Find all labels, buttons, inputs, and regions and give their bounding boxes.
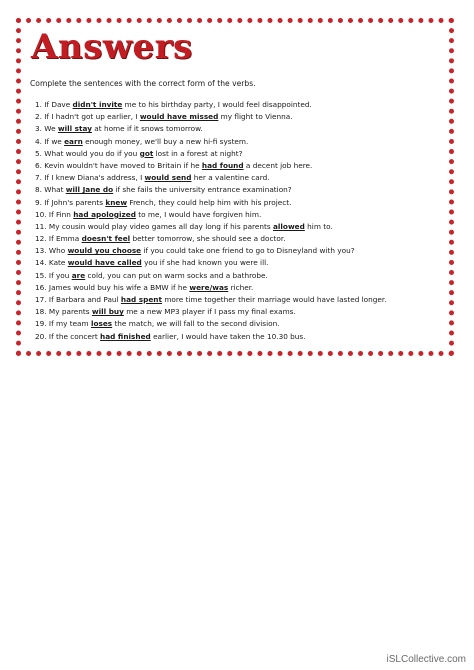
sentence-start: 6. Kevin wouldn't have moved to Britain if he bbox=[35, 160, 202, 170]
list-item bbox=[35, 245, 387, 257]
answer-text: will stay bbox=[57, 124, 92, 134]
list-item bbox=[35, 209, 387, 221]
sentence-end: to me, I would have forgiven him. bbox=[135, 209, 262, 219]
list-item bbox=[35, 160, 387, 172]
sentence-end: cold, you can put on warm socks and a bathrobe. bbox=[85, 270, 268, 280]
answer-text: will buy bbox=[91, 307, 124, 317]
answer-text: had apologized bbox=[73, 209, 136, 219]
sentence-start: 13. Who bbox=[35, 246, 68, 256]
sentence-end: earlier, I would have taken the 10.30 bus. bbox=[150, 331, 306, 341]
sentence-start: 3. We bbox=[35, 124, 58, 134]
sentence-start: 17. If Barbara and Paul bbox=[35, 295, 121, 304]
instructions-text: Complete the sentences with the correct form of the verbs. bbox=[30, 79, 256, 88]
list-item bbox=[35, 233, 387, 245]
sentence-end: at home if it snows tomorrow. bbox=[91, 124, 203, 134]
sentence-start: 4. If we bbox=[35, 136, 65, 146]
answer-text: allowed bbox=[273, 221, 305, 231]
answer-text: had found bbox=[201, 160, 244, 170]
list-item bbox=[35, 123, 387, 135]
answer-text: got bbox=[139, 148, 154, 158]
answer-text: are bbox=[71, 270, 86, 280]
answer-list bbox=[35, 99, 387, 343]
sentence-end: French, they could help him with his project. bbox=[127, 197, 292, 207]
sentence-start: 19. If my team bbox=[35, 319, 91, 329]
list-item bbox=[35, 136, 387, 148]
answer-text: would have missed bbox=[139, 112, 219, 122]
sentence-end: him to. bbox=[304, 221, 333, 231]
sentence-start: 15. If you bbox=[35, 270, 72, 280]
list-item bbox=[35, 184, 387, 196]
list-item bbox=[35, 148, 387, 160]
page-title: Answers bbox=[31, 27, 193, 67]
sentence-end: better tomorrow, she should see a doctor. bbox=[130, 234, 286, 244]
sentence-end: richer. bbox=[228, 282, 254, 292]
sentence-end: her a valentine card. bbox=[191, 173, 270, 183]
list-item bbox=[35, 257, 387, 269]
answer-text: doesn't feel bbox=[81, 234, 131, 244]
sentence-start: 16. James would buy his wife a BMW if he bbox=[35, 282, 190, 292]
answer-text: had spent bbox=[120, 295, 162, 304]
sentence-end: lost in a forest at night? bbox=[153, 148, 243, 158]
list-item bbox=[35, 282, 387, 294]
answer-text: knew bbox=[105, 197, 128, 207]
sentence-start: 7. If I knew Diana's address, I bbox=[35, 173, 145, 183]
sentence-end: a decent job here. bbox=[243, 160, 313, 170]
list-item bbox=[35, 306, 387, 318]
list-item bbox=[35, 270, 387, 282]
answer-text: had finished bbox=[100, 331, 151, 341]
sentence-start: 9. If John's parents bbox=[35, 197, 106, 207]
sentence-end: you if she had known you were ill. bbox=[141, 258, 269, 268]
list-item bbox=[35, 99, 387, 111]
sentence-end: enough money, we'll buy a new hi-fi system. bbox=[82, 136, 249, 146]
answer-text: would send bbox=[144, 173, 192, 183]
watermark-text: iSLCollective.com bbox=[386, 654, 466, 665]
sentence-start: 12. If Emma bbox=[35, 234, 82, 244]
answer-text: loses bbox=[90, 319, 113, 329]
sentence-end: if she fails the university entrance examination? bbox=[113, 185, 292, 195]
list-item bbox=[35, 111, 387, 123]
sentence-end: me to his birthday party, I would feel disappointed. bbox=[122, 100, 312, 109]
sentence-start: 10. If Finn bbox=[35, 209, 74, 219]
list-item bbox=[35, 197, 387, 209]
sentence-end: if you could take one friend to go to Disneyland with you? bbox=[141, 246, 355, 256]
list-item bbox=[35, 221, 387, 233]
sentence-start: 11. My cousin would play video games all day long if his parents bbox=[35, 221, 273, 231]
list-item bbox=[35, 318, 387, 330]
sentence-end: me a new MP3 player if I pass my final exams. bbox=[123, 307, 296, 317]
list-item bbox=[35, 172, 387, 184]
answer-text: earn bbox=[64, 136, 83, 146]
sentence-end: my flight to Vienna. bbox=[218, 112, 293, 122]
answer-text: were/was bbox=[189, 282, 229, 292]
sentence-start: 14. Kate bbox=[35, 258, 68, 268]
sentence-start: 5. What would you do if you bbox=[35, 148, 140, 158]
sentence-end: the match, we will fall to the second division. bbox=[112, 319, 280, 329]
sentence-end: more time together their marriage would have lasted longer. bbox=[162, 295, 387, 304]
list-item bbox=[35, 331, 387, 343]
sentence-start: 8. What bbox=[35, 185, 66, 195]
sentence-start: 20. If the concert bbox=[35, 331, 101, 341]
answer-text: didn't invite bbox=[72, 100, 123, 109]
sentence-start: 18. My parents bbox=[35, 307, 92, 317]
answer-text: would have called bbox=[67, 258, 142, 268]
list-item bbox=[35, 294, 387, 306]
answer-text: would you choose bbox=[67, 246, 142, 256]
sentence-start: 2. If I hadn't got up earlier, I bbox=[35, 112, 140, 122]
answers-frame bbox=[16, 18, 454, 356]
answer-text: will Jane do bbox=[65, 185, 114, 195]
sentence-start: 1. If Dave bbox=[35, 100, 73, 109]
